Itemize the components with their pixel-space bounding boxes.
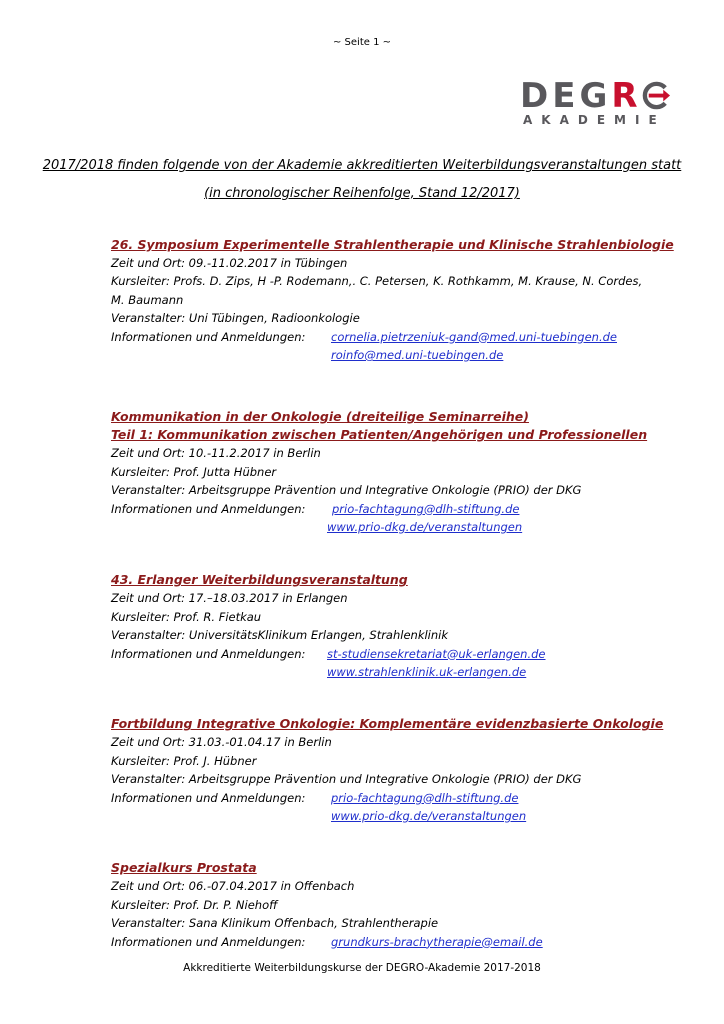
page-footer: Akkreditierte Weiterbildungskurse der DEGRO-Akademie 2017-2018 (183, 962, 541, 974)
event-item (111, 236, 674, 364)
event-item (111, 571, 631, 681)
event-info-label: Informationen und Anmeldungen: (111, 501, 306, 516)
event-info-row (111, 328, 631, 346)
event-course-lead: Kursleiter: Prof. J. Hübner (111, 753, 257, 768)
event-time-place: Zeit und Ort: 31.03.-01.04.17 in Berlin (111, 735, 332, 750)
event-email-link[interactable]: prio-fachtagung@dlh-stiftung.de (331, 790, 519, 805)
logo-wordmark (520, 78, 671, 114)
event-info-label: Informationen und Anmeldungen: (111, 790, 306, 805)
event-info-label: Informationen und Anmeldungen: (111, 934, 306, 949)
event-title: Kommunikation in der Onkologie (dreiteilige Seminarreihe) (111, 409, 529, 425)
event-organizer: Veranstalter: Uni Tübingen, Radioonkologie (111, 311, 360, 326)
event-item (111, 859, 631, 951)
event-website-link[interactable]: www.strahlenklinik.uk-erlangen.de (327, 665, 527, 680)
event-course-lead: Kursleiter: Profs. D. Zips, H -P. Rodemann,. C. Petersen, K. Rothkamm, M. Krause, N. Cordes, (111, 274, 643, 289)
event-course-lead-continued: M. Baumann (111, 292, 184, 307)
event-info-row (111, 789, 631, 807)
event-time-place: Zeit und Ort: 10.-11.2.2017 in Berlin (111, 446, 321, 461)
event-organizer: Veranstalter: Arbeitsgruppe Prävention und Integrative Onkologie (PRIO) der DKG (111, 483, 582, 498)
event-organizer: Veranstalter: Arbeitsgruppe Prävention und Integrative Onkologie (PRIO) der DKG (111, 772, 582, 787)
event-item (111, 408, 648, 536)
event-email-link[interactable]: roinfo@med.uni-tuebingen.de (331, 348, 504, 363)
event-info-row (111, 346, 631, 364)
event-time-place: Zeit und Ort: 09.-11.02.2017 in Tübingen (111, 256, 348, 270)
logo-text-r: R (611, 76, 642, 116)
event-course-lead: Kursleiter: Prof. Dr. P. Niehoff (111, 897, 278, 912)
event-info-row (111, 645, 631, 663)
event-title: 26. Symposium Experimentelle Strahlentherapie und Klinische Strahlenbiologie (111, 237, 674, 252)
event-info-row (111, 663, 631, 681)
event-list (111, 236, 674, 951)
event-info-row (111, 500, 631, 518)
event-course-lead: Kursleiter: Prof. Jutta Hübner (111, 464, 277, 479)
event-time-place: Zeit und Ort: 17.–18.03.2017 in Erlangen (111, 591, 348, 606)
logo-text-deg: DEG (520, 76, 612, 116)
event-course-lead: Kursleiter: Prof. R. Fietkau (111, 609, 262, 624)
event-website-link[interactable]: www.prio-dkg.de/veranstaltungen (327, 520, 523, 535)
degro-akademie-logo (520, 78, 672, 128)
event-info-label: Informationen und Anmeldungen: (111, 329, 306, 344)
event-item (111, 715, 664, 825)
event-time-place: Zeit und Ort: 06.-07.04.2017 in Offenbach (111, 879, 355, 894)
intro-line-1: 2017/2018 finden folgende von der Akademie akkreditierten Weiterbildungsveranstaltungen statt (42, 158, 682, 173)
event-info-row (111, 807, 631, 825)
event-info-label: Informationen und Anmeldungen: (111, 646, 306, 661)
intro-line-2: (in chronologischer Reihenfolge, Stand 12/2017) (204, 186, 520, 201)
logo-subtitle: AKADEMIE (523, 113, 666, 127)
event-info-row (111, 933, 631, 951)
event-organizer: Veranstalter: Sana Klinikum Offenbach, Strahlentherapie (111, 916, 439, 931)
event-title: 43. Erlanger Weiterbildungsveranstaltung (111, 572, 408, 588)
event-email-link[interactable]: cornelia.pietrzeniuk-gand@med.uni-tuebingen.de (331, 329, 617, 344)
event-info-row (111, 518, 631, 536)
event-website-link[interactable]: www.prio-dkg.de/veranstaltungen (331, 809, 527, 824)
event-email-link[interactable]: prio-fachtagung@dlh-stiftung.de (332, 501, 520, 516)
event-title: Spezialkurs Prostata (111, 860, 257, 876)
event-email-link[interactable]: grundkurs-brachytherapie@email.de (331, 934, 543, 949)
event-subtitle: Teil 1: Kommunikation zwischen Patienten/Angehörigen und Professionellen (111, 427, 648, 443)
event-organizer: Veranstalter: UniversitätsKlinikum Erlangen, Strahlenklinik (111, 628, 449, 643)
logo-o-arrow-icon (640, 80, 671, 111)
event-title: Fortbildung Integrative Onkologie: Komplementäre evidenzbasierte Onkologie (111, 716, 664, 732)
event-email-link[interactable]: st-studiensekretariat@uk-erlangen.de (327, 646, 546, 661)
page-number-header: ~ Seite 1 ~ (332, 37, 391, 48)
